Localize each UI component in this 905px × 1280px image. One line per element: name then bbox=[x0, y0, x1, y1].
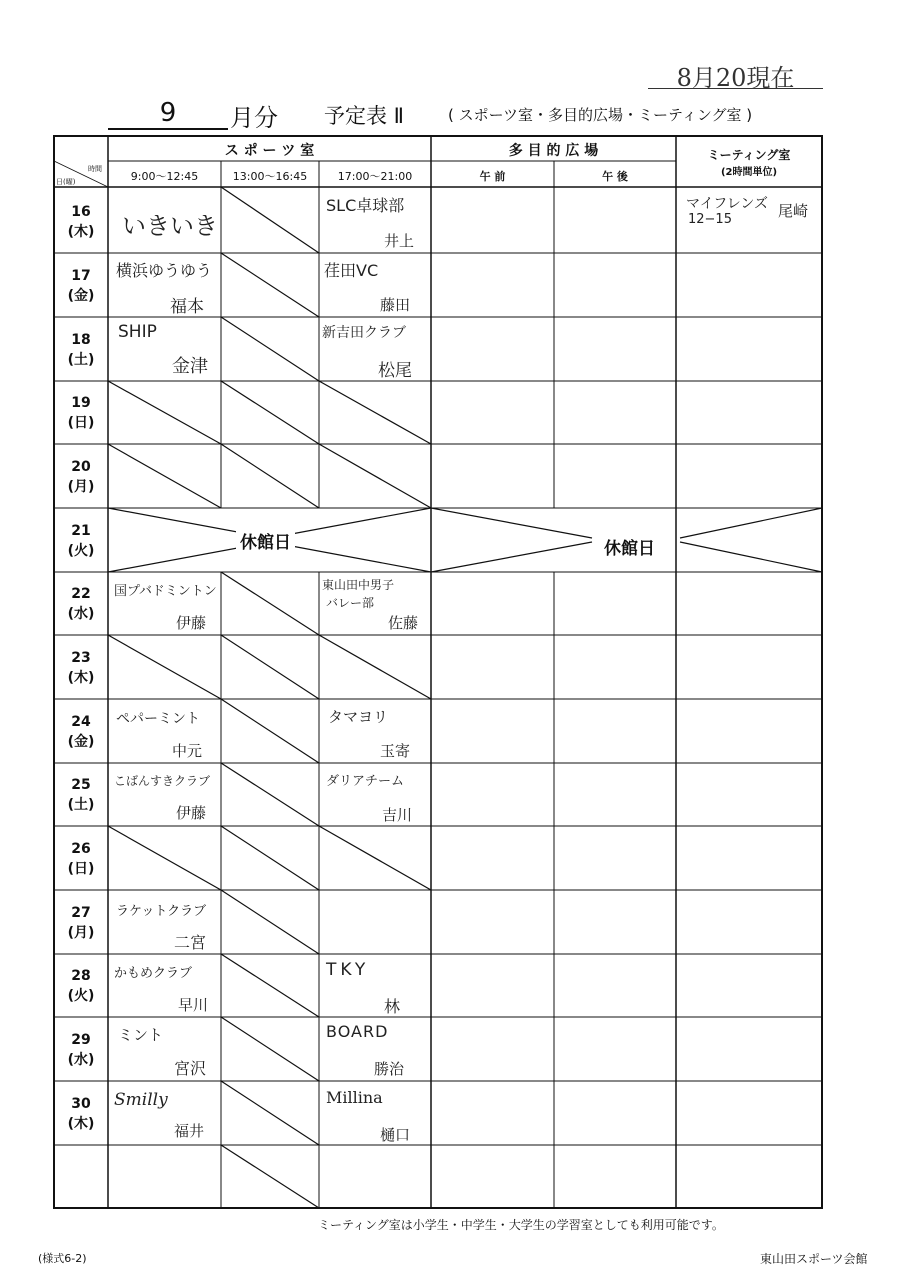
pm-header: 午 後 bbox=[602, 170, 628, 183]
sports-room-header: ス ポ ー ツ 室 bbox=[224, 143, 315, 159]
booking-group: 横浜ゆうゆう bbox=[116, 261, 213, 280]
booking-group: SLC卓球部 bbox=[326, 196, 405, 215]
booking-name: 伊藤 bbox=[176, 804, 207, 822]
booking-name: 佐藤 bbox=[388, 614, 419, 632]
booking-group: マイフレンズ bbox=[686, 196, 768, 212]
day-label: 28 (火) bbox=[67, 968, 95, 1004]
booking-group: 東山田中男子 bbox=[322, 578, 395, 592]
corner-day-label: 日(曜) bbox=[56, 178, 76, 186]
organization-name: 東山田スポーツ会館 bbox=[760, 1252, 868, 1266]
booking-name: 福本 bbox=[170, 297, 204, 317]
booking-name: 宮沢 bbox=[174, 1059, 207, 1078]
booking-group: いきいき bbox=[122, 212, 218, 240]
day-label: 26 (日) bbox=[67, 841, 95, 877]
slot1-header: 9:00～12:45 bbox=[130, 170, 199, 183]
booking-name: 吉川 bbox=[382, 806, 413, 824]
booking-group: TKY bbox=[326, 960, 370, 980]
meeting-unit-note: (2時間単位) bbox=[720, 167, 778, 178]
day-label: 19 (日) bbox=[67, 395, 95, 431]
booking-group: ダリアチーム bbox=[326, 774, 405, 789]
form-id: (様式6-2) bbox=[38, 1252, 87, 1265]
day-label: 30 (木) bbox=[67, 1096, 95, 1132]
day-label: 25 (土) bbox=[67, 777, 95, 813]
day-label: 17 (金) bbox=[67, 268, 95, 304]
day-label: 23 (木) bbox=[67, 650, 95, 686]
day-label: 16 (木) bbox=[67, 204, 95, 240]
closed-day-label: 休館日 bbox=[600, 534, 659, 559]
day-label: 29 (水) bbox=[67, 1032, 95, 1068]
booking-name: 伊藤 bbox=[176, 614, 207, 632]
corner-time-label: 時間 bbox=[88, 165, 102, 173]
booking-name: 勝治 bbox=[374, 1060, 405, 1078]
booking-name: 玉寄 bbox=[380, 742, 411, 760]
booking-time: 12−15 bbox=[688, 212, 732, 227]
month-suffix: 月分 bbox=[230, 104, 278, 132]
booking-name: 尾崎 bbox=[778, 202, 809, 220]
booking-group: 国プバドミントン bbox=[114, 584, 217, 599]
booking-name: 林 bbox=[384, 997, 401, 1016]
day-label: 22 (水) bbox=[67, 586, 95, 622]
slot2-header: 13:00～16:45 bbox=[232, 170, 308, 183]
facilities-subtitle: ( スポーツ室・多目的広場・ミーティング室 ) bbox=[448, 106, 753, 124]
booking-group: Millina bbox=[326, 1088, 383, 1107]
day-label: 20 (月) bbox=[67, 459, 95, 495]
closed-day-label: 休館日 bbox=[236, 528, 295, 553]
booking-group: ペパーミント bbox=[116, 711, 200, 727]
footnote: ミーティング室は小学生・中学生・大学生の学習室としても利用可能です。 bbox=[318, 1218, 724, 1232]
booking-name: 樋口 bbox=[380, 1126, 411, 1144]
booking-group: こばんすきクラブ bbox=[114, 774, 211, 788]
am-header: 午 前 bbox=[479, 170, 506, 183]
day-label: 27 (月) bbox=[67, 905, 95, 941]
booking-name: 松尾 bbox=[378, 361, 412, 381]
status-stamp: 8月20現在 bbox=[648, 58, 823, 89]
day-label: 24 (金) bbox=[67, 714, 95, 750]
booking-group: BOARD bbox=[326, 1022, 389, 1041]
schedule-title: 予定表 Ⅱ bbox=[324, 104, 405, 128]
booking-group: バレー部 bbox=[326, 596, 375, 610]
booking-group: 新吉田クラブ bbox=[322, 325, 406, 341]
booking-group: タマヨリ bbox=[328, 708, 389, 726]
meeting-room-header: ミーティング室 bbox=[707, 148, 791, 162]
booking-name: 井上 bbox=[384, 232, 415, 250]
booking-group: Smilly bbox=[114, 1090, 168, 1110]
booking-name: 福井 bbox=[174, 1122, 205, 1140]
booking-name: 早川 bbox=[178, 996, 209, 1014]
booking-group: ラケットクラブ bbox=[116, 904, 207, 919]
day-label: 21 (火) bbox=[67, 523, 95, 559]
day-label: 18 (土) bbox=[67, 332, 95, 368]
booking-name: 金津 bbox=[172, 356, 208, 377]
booking-group: ミント bbox=[118, 1026, 164, 1044]
multi-plaza-header: 多 目 的 広 場 bbox=[508, 143, 599, 159]
booking-group: かもめクラブ bbox=[114, 966, 193, 981]
month-number: 9 bbox=[108, 98, 228, 130]
slot3-header: 17:00～21:00 bbox=[337, 170, 413, 183]
booking-group: 荏田VC bbox=[324, 261, 379, 280]
booking-name: 藤田 bbox=[380, 296, 411, 314]
booking-group: SHIP bbox=[118, 322, 157, 342]
booking-name: 二宮 bbox=[174, 933, 207, 952]
booking-name: 中元 bbox=[172, 742, 203, 760]
